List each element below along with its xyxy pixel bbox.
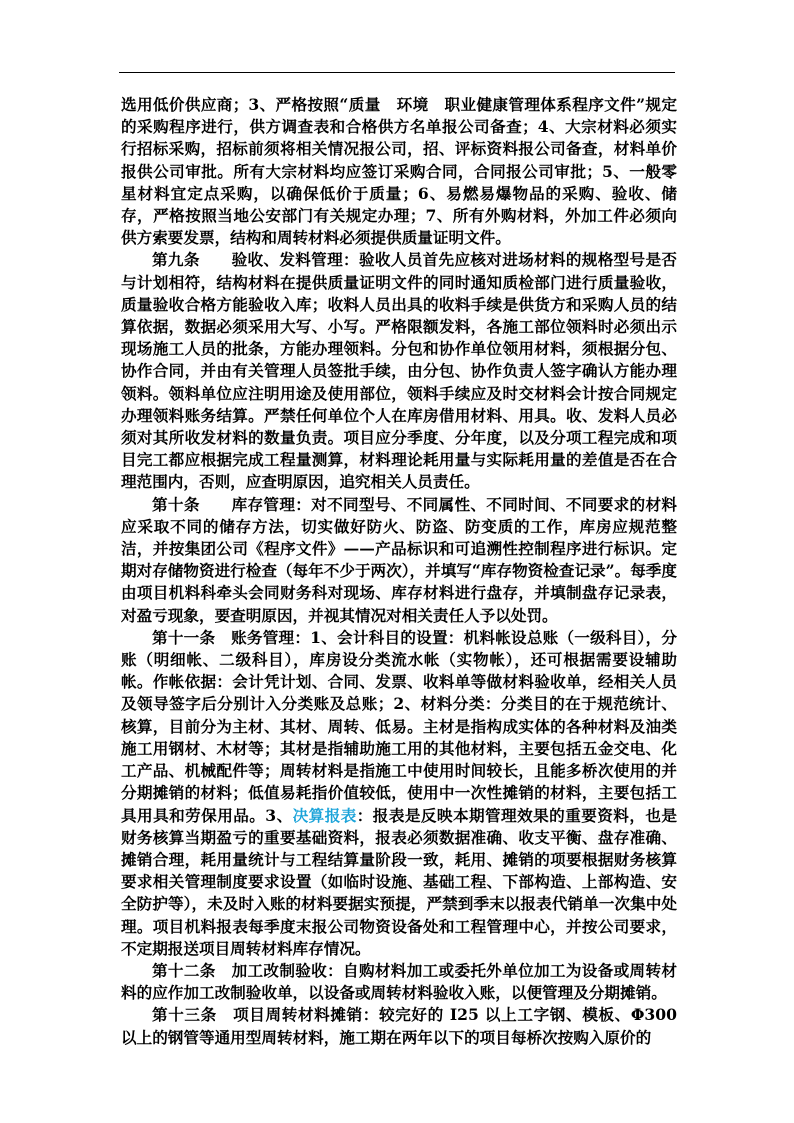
article-11-text-after: ：报表是反映本期管理效果的重要资料，也是财务核算当期盈亏的重要基础资料，报表必须数据准确、收支平衡、盘存准确、摊销合理，耗用量统计与工程结算量阶段一致，耗用、摊销的项要根据财务核算要求相关管理制度要求设置（如临时设施、基础工程、下部构造、上部构造、安全防护等），未及时入账的材料要据实预提，严禁到季末以报表代销单一次集中处理。项目机料报表每季度末报公司物资设备处和工程管理中心，并按公司要求，不定期报送项目周转材料库存情况。 bbox=[121, 805, 677, 958]
article-11-text-before: 第十一条 账务管理：1、会计科目的设置：机料帐设总账（一级科目），分账（明细帐、二级科目），库房设分类流水帐（实物帐），还可根据需要设辅助帐。作帐依据：会计凭计划、合同、发票、收料单等做材料验收单，经相关人员及领导签字后分别计入分类账及总账；2、材料分类：分类目的在于规范统计、核算，目前分为主材、其材、周转、低易。主材是指构成实体的各种材料及油类施工用钢材、木材等；其材是指辅助施工用的其他材料，主要包括五金交电、化工产品、机械配件等；周转材料是指施工中使用时间较长，且能多桥次使用的并分期摊销的材料；低值易耗指价值较低，使用中一次性摊销的材料，主要包括工具用具和劳保用品。3、 bbox=[121, 627, 677, 825]
header-rule bbox=[119, 72, 675, 73]
paragraph-article-9: 第九条 验收、发料管理：验收人员首先应核对进场材料的规格型号是否与计划相符，结构材料在提供质量证明文件的同时通知质检部门进行质量验收，质量验收合格方能验收入库；收料人员出具的收料手续是供货方和采购人员的结算依据，数据必须采用大写、小写。严格限额发料，各施工部位领料时必须出示现场施工人员的批条，方能办理领料。分包和协作单位领用材料，须根据分包、协作合同，并由有关管理人员签批手续，由分包、协作负责人签字确认方能办理领料。领料单位应注明用途及使用部位，领料手续应及时交材料会计按合同规定办理领料账务结算。严禁任何单位个人在库房借用材料、用具。收、发料人员必须对其所收发材料的数量负责。项目应分季度、分年度，以及分项工程完成和项目完工都应根据完成工程量测算，材料理论耗用量与实际耗用量的差值是否在合理范围内，否则，应查明原因，追究相关人员责任。 bbox=[121, 250, 677, 492]
paragraph-article-13: 第十三条 项目周转材料摊销：较完好的 I25 以上工字钢、模板、Φ300 以上的钢管等通用型周转材料，施工期在两年以下的项目每桥次按购入原价的 bbox=[121, 1005, 677, 1047]
paragraph-article-11 bbox=[121, 627, 677, 960]
document-body bbox=[121, 94, 677, 1049]
paragraph-article-12: 第十二条 加工改制验收：自购材料加工或委托外单位加工为设备或周转材料的应作加工改制验收单，以设备或周转材料验收入账，以便管理及分期摊销。 bbox=[121, 960, 677, 1003]
final-report-link[interactable]: 决算报表 bbox=[292, 805, 357, 825]
paragraph-article-10: 第十条 库存管理：对不同型号、不同属性、不同时间、不同要求的材料应采取不同的储存方法，切实做好防火、防盗、防变质的工作，库房应规范整洁，并按集团公司《程序文件》——产品标识和可追溯性控制程序进行标识。定期对存储物资进行检查（每年不少于两次），并填写“库存物资检查记录”。每季度由项目机料科牵头会同财务科对现场、库存材料进行盘存，并填制盘存记录表，对盈亏现象，要查明原因，并视其情况对相关责任人予以处罚。 bbox=[121, 494, 677, 625]
paragraph-procurement: 选用低价供应商；3、严格按照“质量 环境 职业健康管理体系程序文件”规定的采购程序进行，供方调查表和合格供方名单报公司备查；4、大宗材料必须实行招标采购，招标前须将相关情况报公司，招、评标资料报公司备查，材料单价报供公司审批。所有大宗材料均应签订采购合同，合同报公司审批；5、一般零星材料宜定点采购，以确保低价于质量；6、易燃易爆物品的采购、验收、储存，严格按照当地公安部门有关规定办理；7、所有外购材料，外加工件必须向供方索要发票，结构和周转材料必须提供质量证明文件。 bbox=[121, 95, 677, 248]
